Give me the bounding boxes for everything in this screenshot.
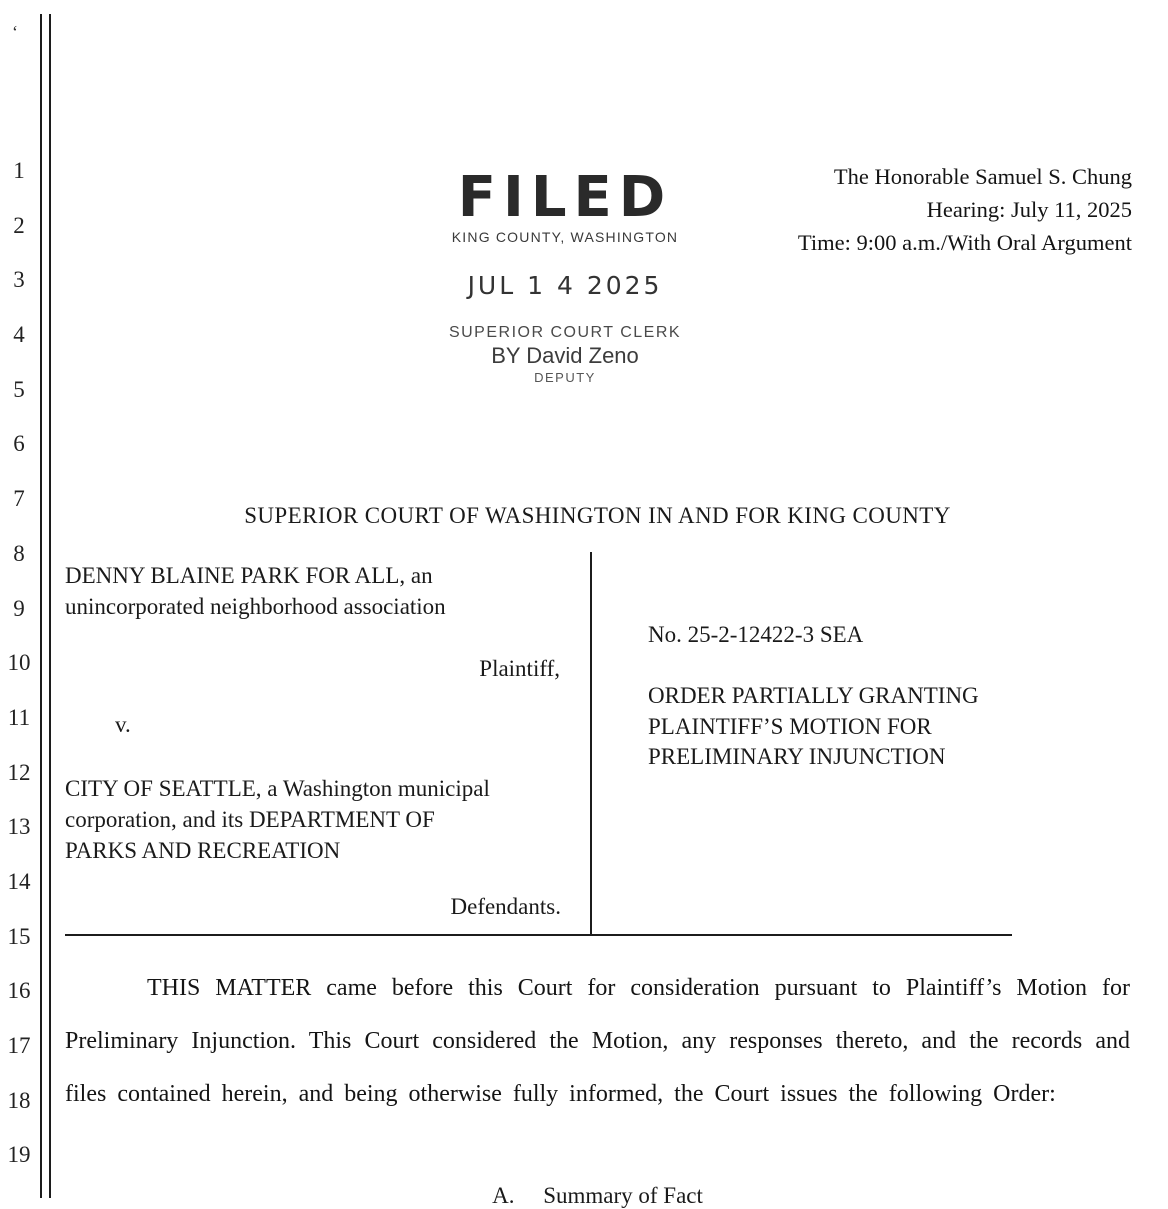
line-number: 19 bbox=[7, 1142, 31, 1168]
line-number: 9 bbox=[13, 595, 25, 621]
line-number: 8 bbox=[13, 540, 25, 566]
filed-stamp-text: FILED bbox=[457, 165, 673, 230]
defendant-name-line: CITY OF SEATTLE, a Washington municipal bbox=[65, 776, 490, 801]
line-number: 15 bbox=[7, 923, 31, 949]
line-number: 7 bbox=[13, 486, 25, 512]
margin-rule-outer bbox=[40, 14, 42, 1198]
time-line: Time: 9:00 a.m./With Oral Argument bbox=[797, 230, 1132, 255]
line-number: 14 bbox=[7, 868, 31, 894]
line-number: 13 bbox=[7, 814, 31, 840]
line-number-gutter bbox=[0, 158, 38, 1197]
defendant-name-line: PARKS AND RECREATION bbox=[65, 838, 341, 863]
plaintiff-name bbox=[65, 560, 585, 622]
line-number: 12 bbox=[7, 759, 31, 785]
plaintiff-label: Plaintiff, bbox=[479, 656, 560, 681]
caption-case-info bbox=[648, 622, 1128, 773]
caption-divider-rule bbox=[590, 552, 592, 935]
caption-parties bbox=[65, 560, 585, 920]
defendant-label: Defendants. bbox=[450, 894, 561, 919]
order-title-line: ORDER PARTIALLY GRANTING bbox=[648, 683, 979, 708]
plaintiff-name-line: unincorporated neighborhood association bbox=[65, 594, 446, 619]
margin-rule-inner bbox=[49, 14, 51, 1198]
order-title-line: PLAINTIFF’S MOTION FOR bbox=[648, 713, 932, 739]
filed-stamp bbox=[430, 165, 700, 385]
line-number: 17 bbox=[7, 1033, 31, 1058]
plaintiff-name-line: DENNY BLAINE PARK FOR ALL, an bbox=[65, 563, 433, 588]
judge-hearing-block bbox=[798, 160, 1132, 259]
line-number: 6 bbox=[13, 431, 25, 457]
versus-label: v. bbox=[115, 712, 131, 737]
line-number: 10 bbox=[7, 650, 31, 676]
case-caption bbox=[65, 552, 1130, 935]
defendant-name bbox=[65, 773, 585, 866]
order-body-paragraph: THIS MATTER came before this Court for consideration pursuant to Plaintiff’s Motion for Preliminary Injunction. This Court considered the Motion, any responses thereto, and the records and files contained herein, and being otherwise fully informed, the Court issues the following Order: bbox=[65, 975, 1130, 1107]
section-heading-summary-of-fact: A. Summary of Fact bbox=[492, 1183, 703, 1208]
line-number: 1 bbox=[13, 158, 25, 183]
filed-stamp-deputy-name: BY David Zeno bbox=[491, 343, 639, 368]
caption-bottom-rule bbox=[65, 934, 1012, 936]
line-number: 5 bbox=[13, 376, 25, 402]
court-title: SUPERIOR COURT OF WASHINGTON IN AND FOR KING COUNTY bbox=[244, 503, 951, 528]
line-number: 16 bbox=[7, 978, 31, 1004]
defendant-name-line: corporation, and its DEPARTMENT OF bbox=[65, 807, 435, 832]
filed-stamp-clerk: SUPERIOR COURT CLERK bbox=[448, 324, 682, 341]
filed-stamp-county: KING COUNTY, WASHINGTON bbox=[451, 229, 679, 245]
line-number: 2 bbox=[13, 212, 25, 238]
hearing-line: Hearing: July 11, 2025 bbox=[926, 197, 1132, 222]
filed-stamp-date: JUL 1 4 2025 bbox=[467, 271, 663, 300]
case-number: No. 25-2-12422-3 SEA bbox=[648, 622, 864, 647]
judge-line: The Honorable Samuel S. Chung bbox=[833, 164, 1132, 189]
scan-artifact-mark: ʻ bbox=[12, 22, 18, 42]
line-number: 4 bbox=[13, 322, 25, 348]
order-title bbox=[648, 681, 1128, 773]
line-number: 18 bbox=[7, 1087, 31, 1113]
line-number: 11 bbox=[7, 704, 31, 730]
line-number: 3 bbox=[13, 267, 25, 293]
order-title-line: PRELIMINARY INJUNCTION bbox=[648, 744, 946, 769]
filed-stamp-deputy-title: DEPUTY bbox=[534, 370, 596, 385]
